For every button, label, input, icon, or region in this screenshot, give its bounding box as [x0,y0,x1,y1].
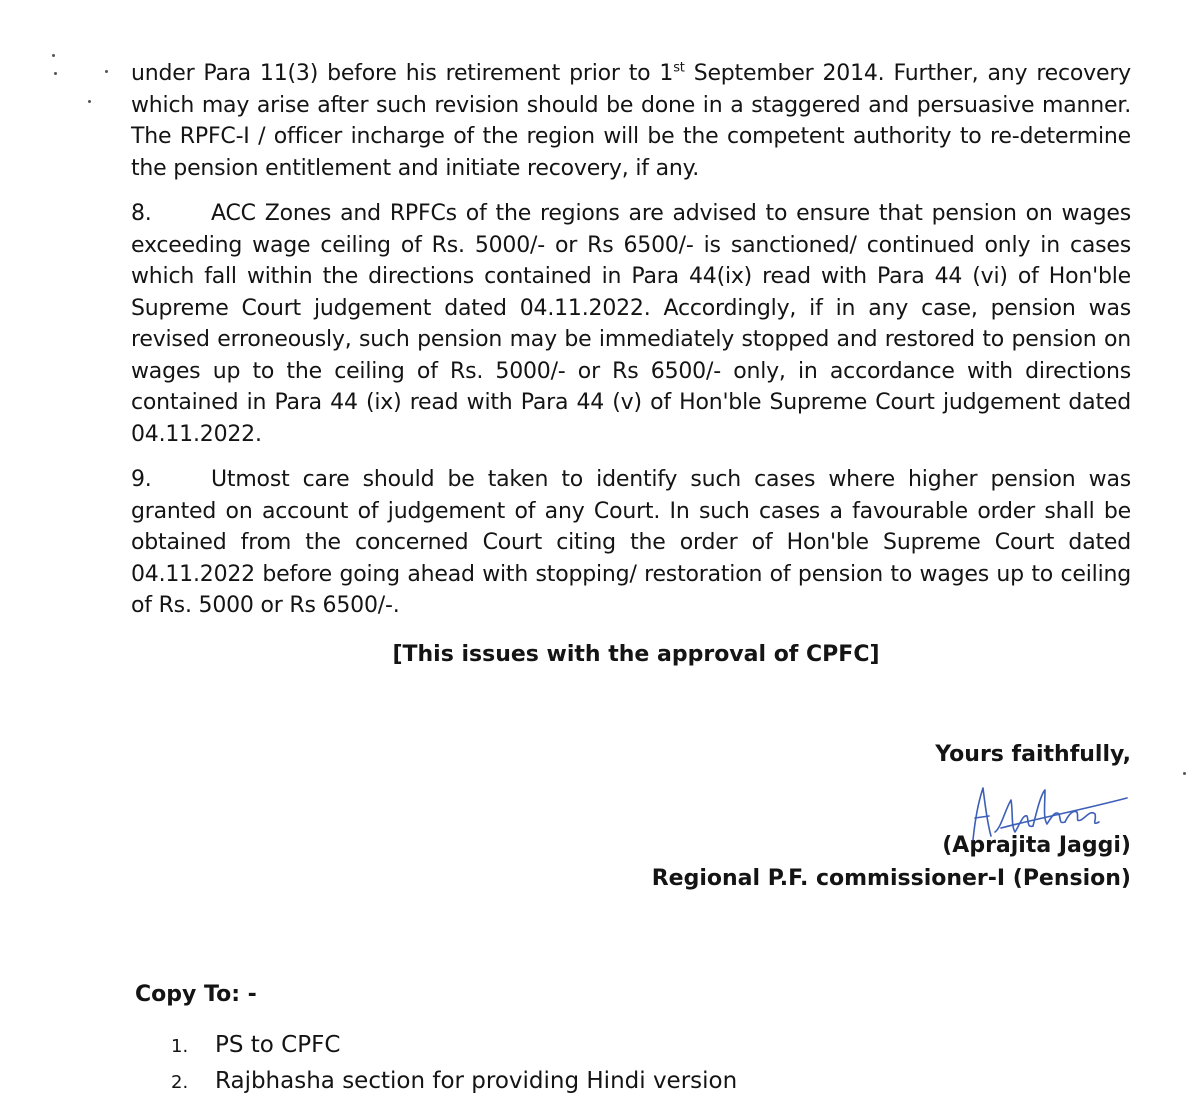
ordinal-superscript: st [673,60,685,76]
approval-note: [This issues with the approval of CPFC] [392,641,880,667]
scan-mark [54,72,57,75]
paragraph-text: Utmost care should be taken to identify such cases where higher pension was granted on account of judgement of any Court. In such cases a favourable order shall be obtained from the concerned Court citing the order of Hon'ble Supreme Court dated 04.11.2022 before going ahead with stopping/ restoration of pension to wages up to ceiling of Rs. 5000 or Rs 6500/-. [131,467,1131,618]
paragraph-text: September 2014. Further, any recovery which may arise after such revision should be done in a staggered and persuasive manner. The RPFC-I / officer incharge of the region will be the competent authority to re-determine the pension entitlement and initiate recovery, if any. [131,61,1131,181]
paragraph-8 [131,198,1131,450]
copy-to-heading: Copy To: - [135,982,257,1007]
closing-line: Yours faithfully, [935,742,1131,767]
signatory-designation: Regional P.F. commissioner-I (Pension) [651,866,1131,891]
copy-to-list [171,1028,737,1100]
scan-mark [105,70,108,73]
scan-mark [52,54,55,57]
list-text: PS to CPFC [215,1032,341,1058]
list-item [171,1064,737,1100]
document-page [131,58,1131,1094]
list-number: 2. [171,1072,189,1093]
scan-mark [1183,772,1186,775]
scan-mark [88,100,91,103]
handwritten-signature [961,770,1131,860]
signatory-name: (Aprajita Jaggi) [942,833,1131,858]
paragraph-number: 8. [131,201,152,226]
paragraph-number: 9. [131,467,152,492]
list-text: Rajbhasha section for providing Hindi version [215,1068,738,1094]
paragraph-continuation [131,58,1131,184]
list-number: 1. [171,1036,189,1057]
paragraph-text: under Para 11(3) before his retirement prior to 1 [131,61,674,86]
list-item [171,1028,737,1064]
paragraph-9 [131,464,1131,622]
paragraph-text: ACC Zones and RPFCs of the regions are advised to ensure that pension on wages exceeding wage ceiling of Rs. 5000/- or Rs 6500/- is sanctioned/ continued only in cases which fall within the directions contained in Para 44(ix) read with Para 44 (vi) of Hon'ble Supreme Court judgement dated 04.11.2022. Accordingly, if in any case, pension was revised erroneously, such pension may be immediately stopped and restored to pension on wages up to the ceiling of Rs. 5000/- or Rs 6500/- only, in accordance with directions contained in Para 44 (ix) read with Para 44 (v) of Hon'ble Supreme Court judgement dated 04.11.2022. [131,201,1131,447]
